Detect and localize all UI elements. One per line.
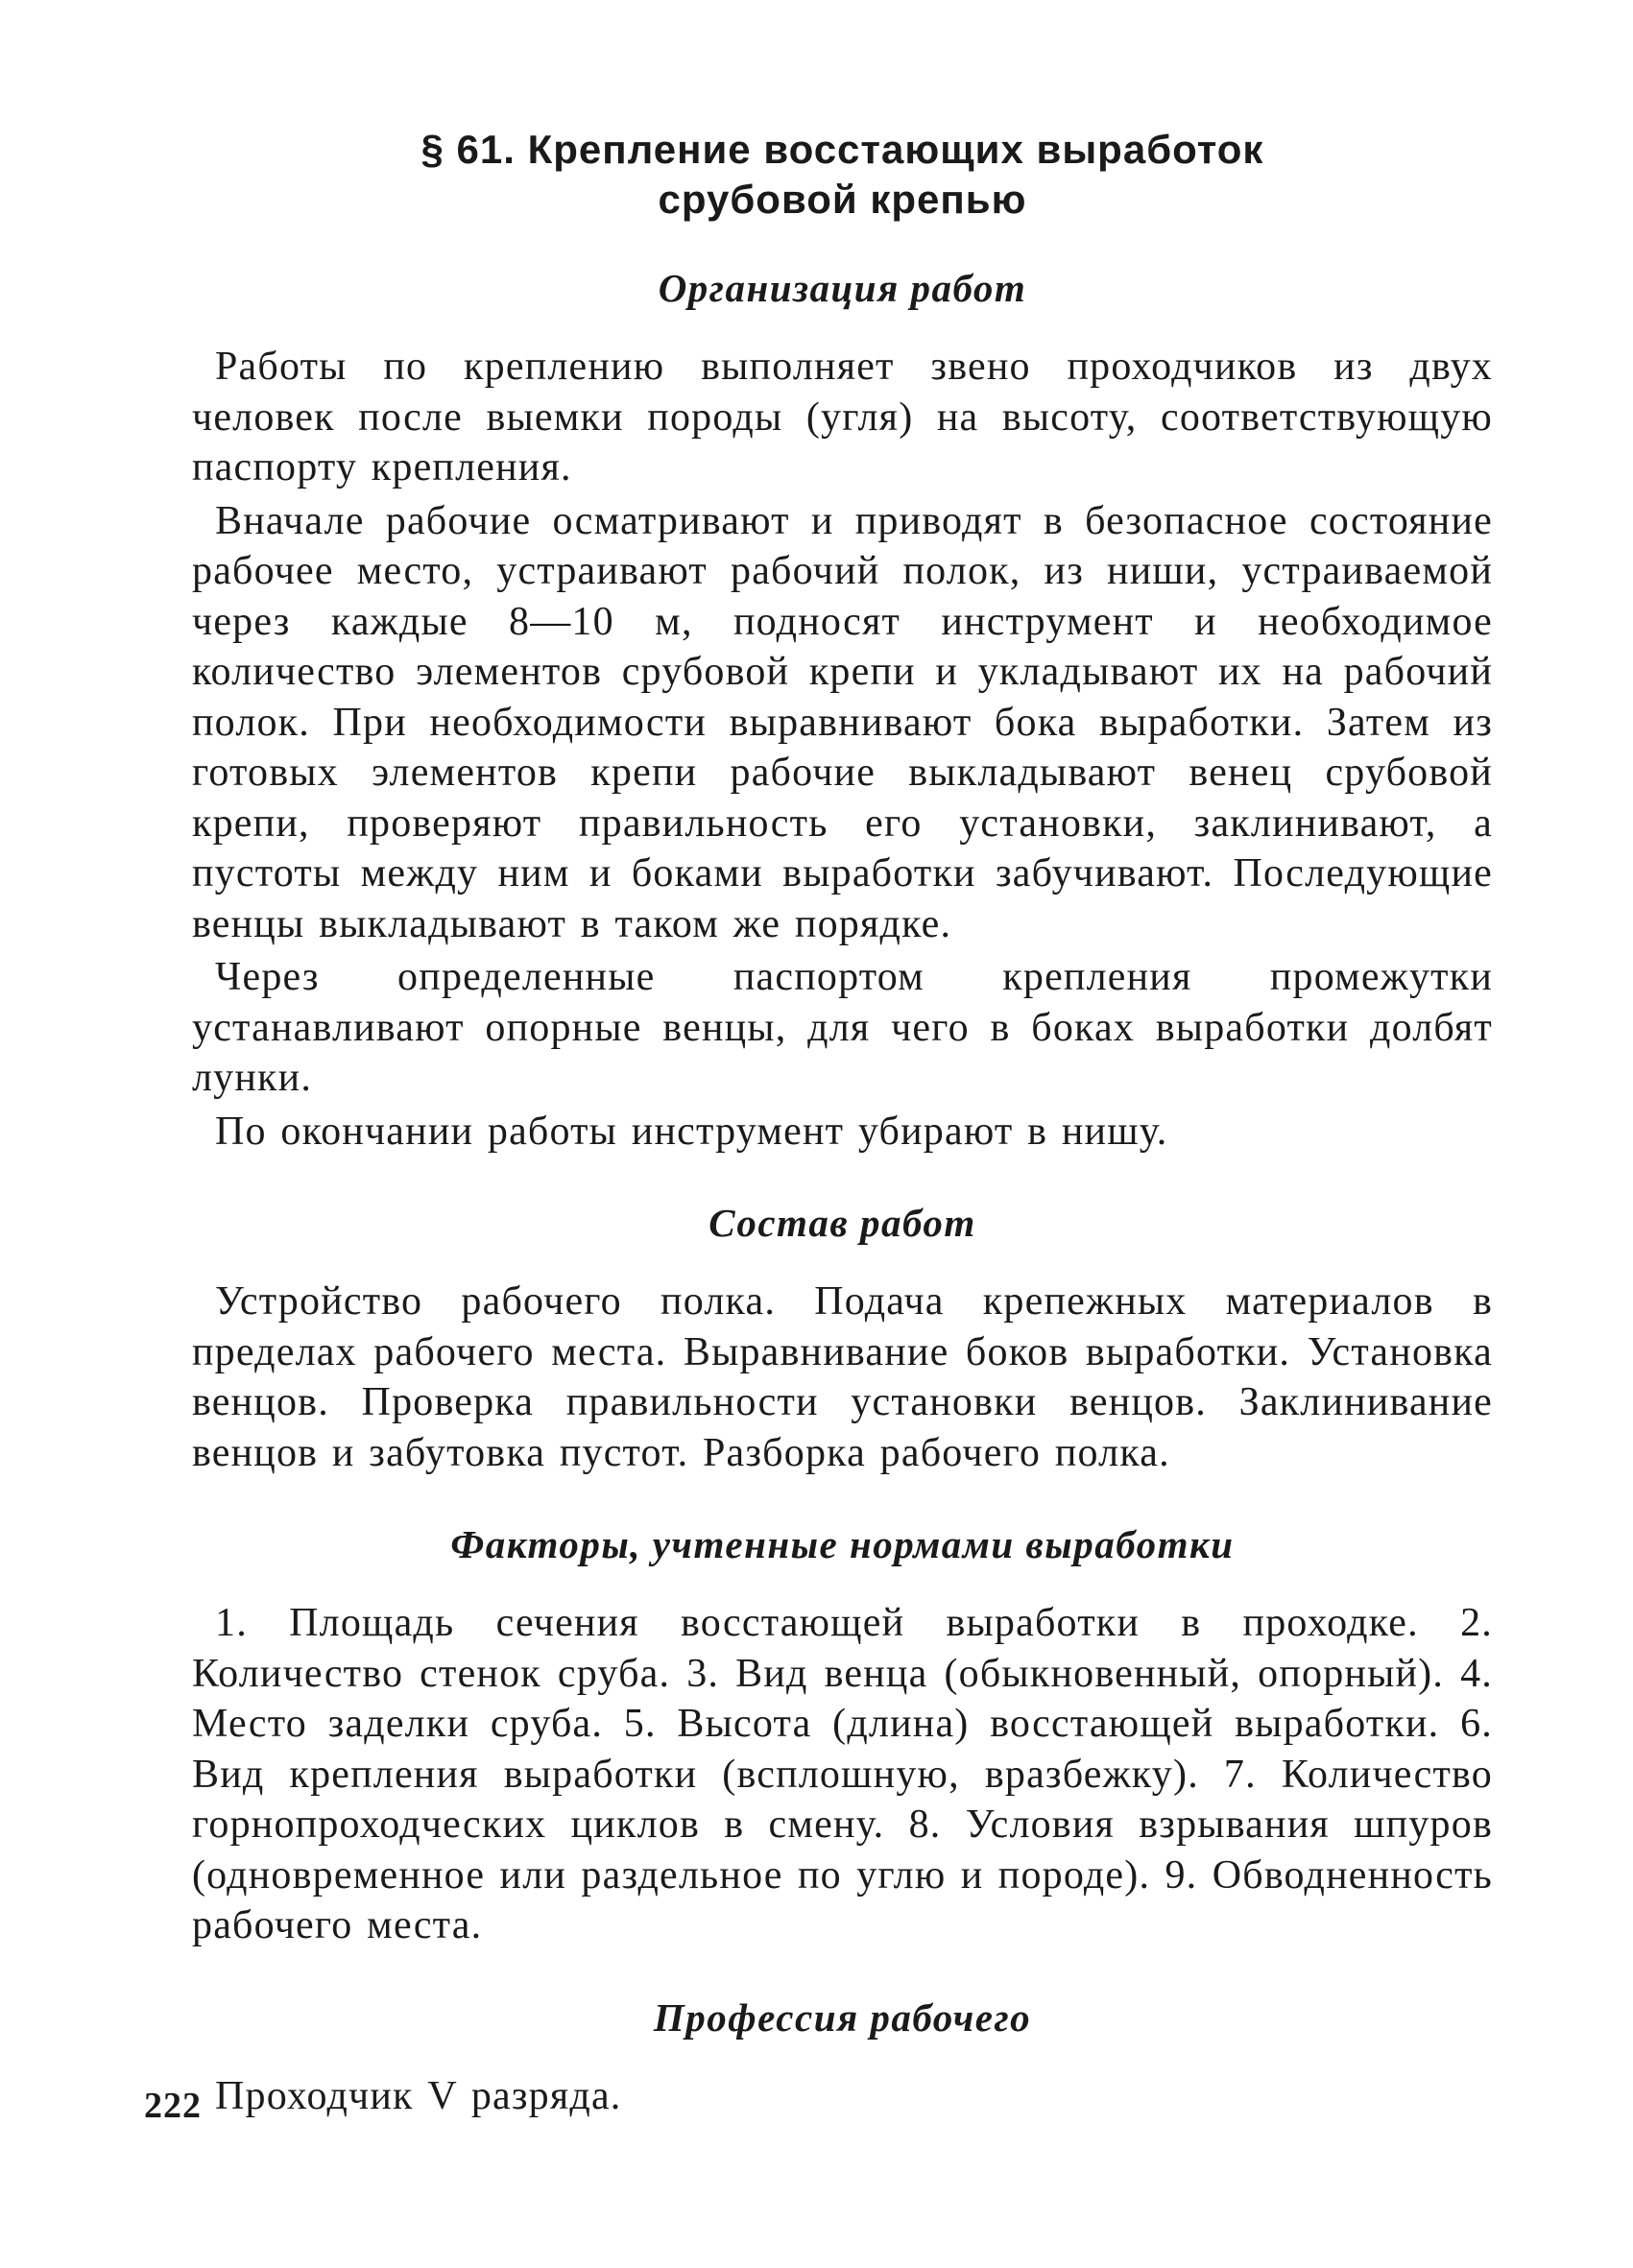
subheading-organization: Организация работ (658, 266, 1027, 310)
paragraph: Работы по креплению выполняет звено проходчиков из двух человек после выемки породы (угля) на высоту, соответствующую паспорту крепления. (192, 345, 1493, 489)
section-profession (192, 1993, 1493, 2122)
paragraph: Проходчик V разряда. (215, 2073, 622, 2118)
subheading-factors: Факторы, учтенные нормами выработки (450, 1522, 1235, 1566)
paragraph: Вначале рабочие осматривают и приводят в безопасное состояние рабочее место, устраивают рабочий полок, из ниши, устраиваемой через каждые 8—10 м, подносят инструмент и необходимое количество элементов срубовой крепи и укладывают их на рабочий полок. При необходимости выравнивают бока выработки. Затем из готовых элементов крепи рабочие выкладывают венец срубовой крепи, проверяют правильность его установки, заклинивают, а пустоты между ним и боками выработки забучивают. Последующие венцы выкладывают в таком же порядке. (192, 498, 1493, 946)
paragraph: По окончании работы инструмент убирают в нишу. (215, 1109, 1168, 1154)
section-factors (192, 1519, 1493, 1951)
paragraph: Устройство рабочего полка. Подача крепежных материалов в пределах рабочего места. Выравнивание боков выработки. Установка венцов. Проверка правильности установки венцов. Заклинивание венцов и забутовка пустот. Разборка рабочего полка. (192, 1279, 1493, 1475)
paragraph: Через определенные паспортом крепления промежутки устанавливают опорные венцы, для чего в боках выработки долбят лунки. (192, 955, 1493, 1100)
document-page (192, 125, 1493, 2124)
section-organization (192, 263, 1493, 1157)
section-title (192, 125, 1493, 225)
paragraph: 1. Площадь сечения восстающей выработки в проходке. 2. Количество стенок сруба. 3. Вид венца (обыкновенный, опорный). 4. Место заделки сруба. 5. Высота (длина) восстающей выработки. 6. Вид крепления выработки (всплошную, вразбежку). 7. Количество горнопроходческих циклов в смену. 8. Условия взрывания шпуров (одновременное или раздельное по углю и породе). 9. Обводненность рабочего места. (192, 1601, 1493, 1947)
section-composition (192, 1198, 1493, 1478)
subheading-composition: Состав работ (708, 1201, 976, 1245)
section-title-line-1: § 61. Крепление восстающих выработок (420, 127, 1264, 172)
subheading-profession: Профессия рабочего (653, 1994, 1032, 2040)
page-number: 222 (144, 2086, 202, 2126)
section-title-line-2: срубовой крепью (658, 177, 1027, 222)
